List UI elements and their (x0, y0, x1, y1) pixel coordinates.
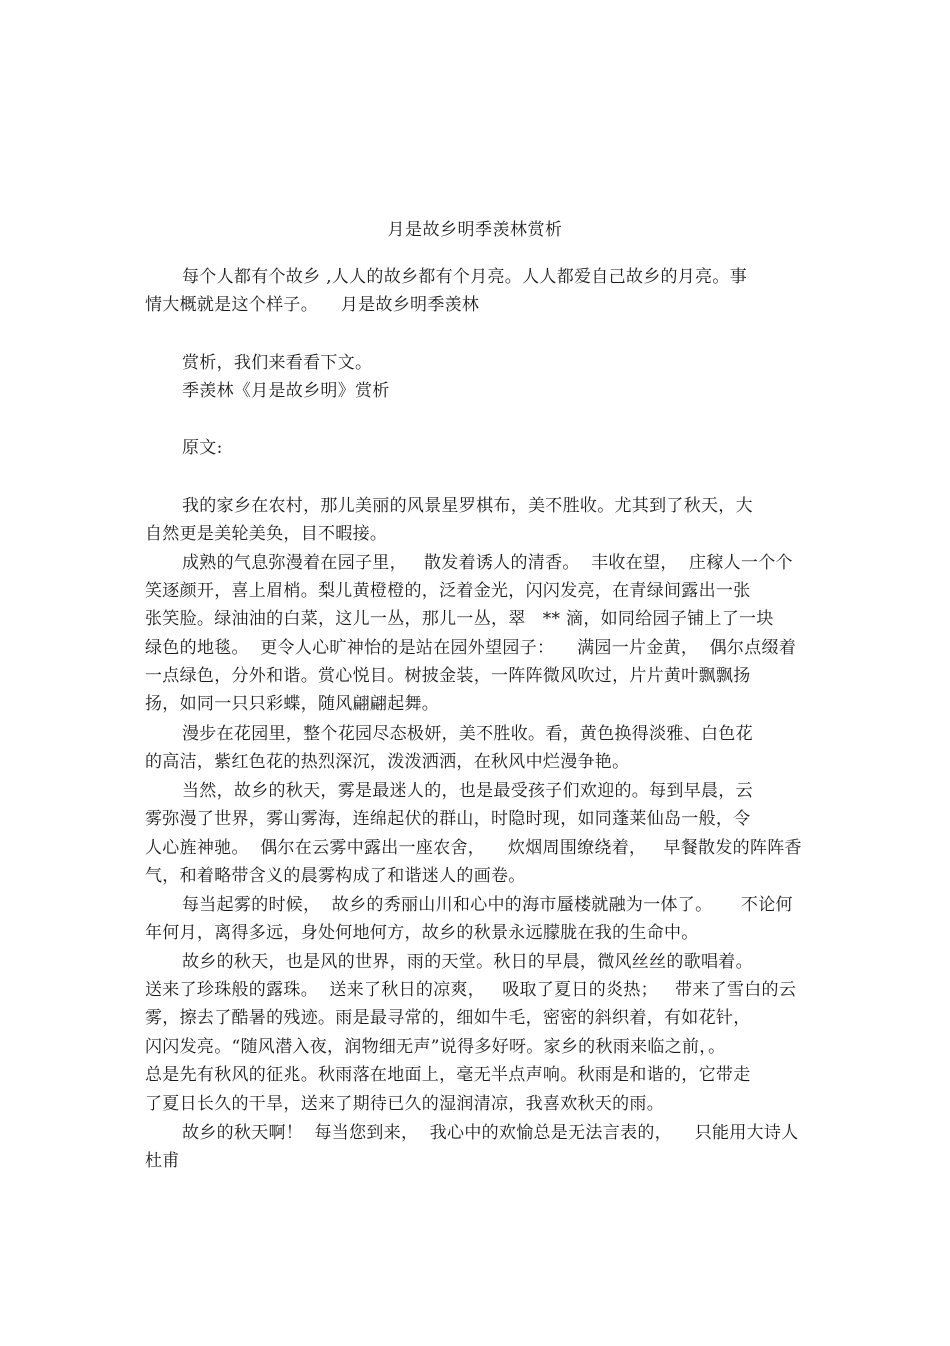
paragraph-line: 张笑脸。绿油油的白菜，这儿一丛，那儿一丛，翠 ** 滴，如同给园子铺上了一块 (145, 609, 774, 629)
paragraph-line: 故乡的秋天，也是风的世界，雨的天堂。秋日的早晨，微风丝丝的歌唱着。 (182, 952, 753, 972)
paragraph-line: 漫步在花园里，整个花园尽态极妍，美不胜收。看，黄色换得淡雅、白色花 (182, 724, 753, 744)
paragraph-line: 当然，故乡的秋天，雾是最迷人的，也是最受孩子们欢迎的。每到早晨，云 (182, 781, 753, 801)
paragraph-line: 故乡的秋天啊！ 每当您到来， 我心中的欢愉总是无法言表的， 只能用大诗人 (182, 1123, 799, 1143)
page-title: 月是故乡明季羡林赏析 (387, 220, 563, 240)
paragraph-line: 杜甫 (145, 1151, 180, 1171)
paragraph-line: 闪闪发亮。“随风潜入夜，润物细无声”说得多好呀。家乡的秋雨来临之前，。 (145, 1037, 726, 1057)
paragraph-line: 总是先有秋风的征兆。秋雨落在地面上，毫无半点声响。秋雨是和谐的，它带走 (145, 1065, 751, 1085)
paragraph-line: 人心旌神驰。 偶尔在云雾中露出一座农舍， 炊烟周围缭绕着， 早餐散发的阵阵香 (145, 838, 802, 858)
paragraph-line: 送来了珍珠般的露珠。 送来了秋日的凉爽， 吸取了夏日的炎热； 带来了雪白的云 (145, 980, 797, 1000)
paragraph-line: 一点绿色，分外和谐。赏心悦目。树披金装，一阵阵微风吹过，片片黄叶飘飘扬 (145, 666, 751, 686)
paragraph-line: 的高洁，紫红色花的热烈深沉，泼泼洒洒，在秋风中烂漫争艳。 (145, 752, 630, 772)
paragraph-line: 情大概就是这个样子。 月是故乡明季羡林 (145, 295, 480, 315)
paragraph-line: 自然更是美轮美奂，目不暇接。 (145, 524, 388, 544)
paragraph-line: 气，和着略带含义的晨雾构成了和谐迷人的画卷。 (145, 866, 526, 886)
paragraph-line: 年何月，离得多远，身处何地何方，故乡的秋景永远朦胧在我的生命中。 (145, 923, 699, 943)
paragraph-line: 每个人都有个故乡 ,人人的故乡都有个月亮。人人都爱自己故乡的月亮。事 (182, 267, 748, 287)
paragraph-line: 雾，擦去了酷暑的残迹。雨是最寻常的，细如牛毛，密密的斜织着，有如花针， (145, 1008, 751, 1028)
paragraph-line: 成熟的气息弥漫着在园子里， 散发着诱人的清香。 丰收在望， 庄稼人一个个 (182, 553, 793, 573)
paragraph-line: 赏析，我们来看看下文。 (182, 353, 373, 373)
paragraph-line: 我的家乡在农村，那儿美丽的风景星罗棋布，美不胜收。尤其到了秋天，大 (182, 496, 753, 516)
paragraph-line: 每当起雾的时候， 故乡的秀丽山川和心中的海市蜃楼就融为一体了。 不论何 (182, 895, 793, 915)
paragraph-line: 扬，如同一只只彩蝶，随风翩翩起舞。 (145, 694, 440, 714)
paragraph-line: 绿色的地毯。 更令人心旷神怡的是站在园外望园子： 满园一片金黄， 偶尔点缀着 (145, 638, 797, 658)
paragraph-line: 了夏日长久的干旱，送来了期待已久的湿润清凉，我喜欢秋天的雨。 (145, 1094, 664, 1114)
paragraph-line: 雾弥漫了世界，雾山雾海，连绵起伏的群山，时隐时现，如同蓬莱仙岛一般，令 (145, 809, 751, 829)
paragraph-line: 笑逐颜开，喜上眉梢。梨儿黄橙橙的，泛着金光，闪闪发亮，在青绿间露出一张 (145, 581, 751, 601)
paragraph-line: 季羡林《月是故乡明》赏析 (182, 381, 390, 401)
paragraph-line: 原文: (182, 438, 223, 458)
